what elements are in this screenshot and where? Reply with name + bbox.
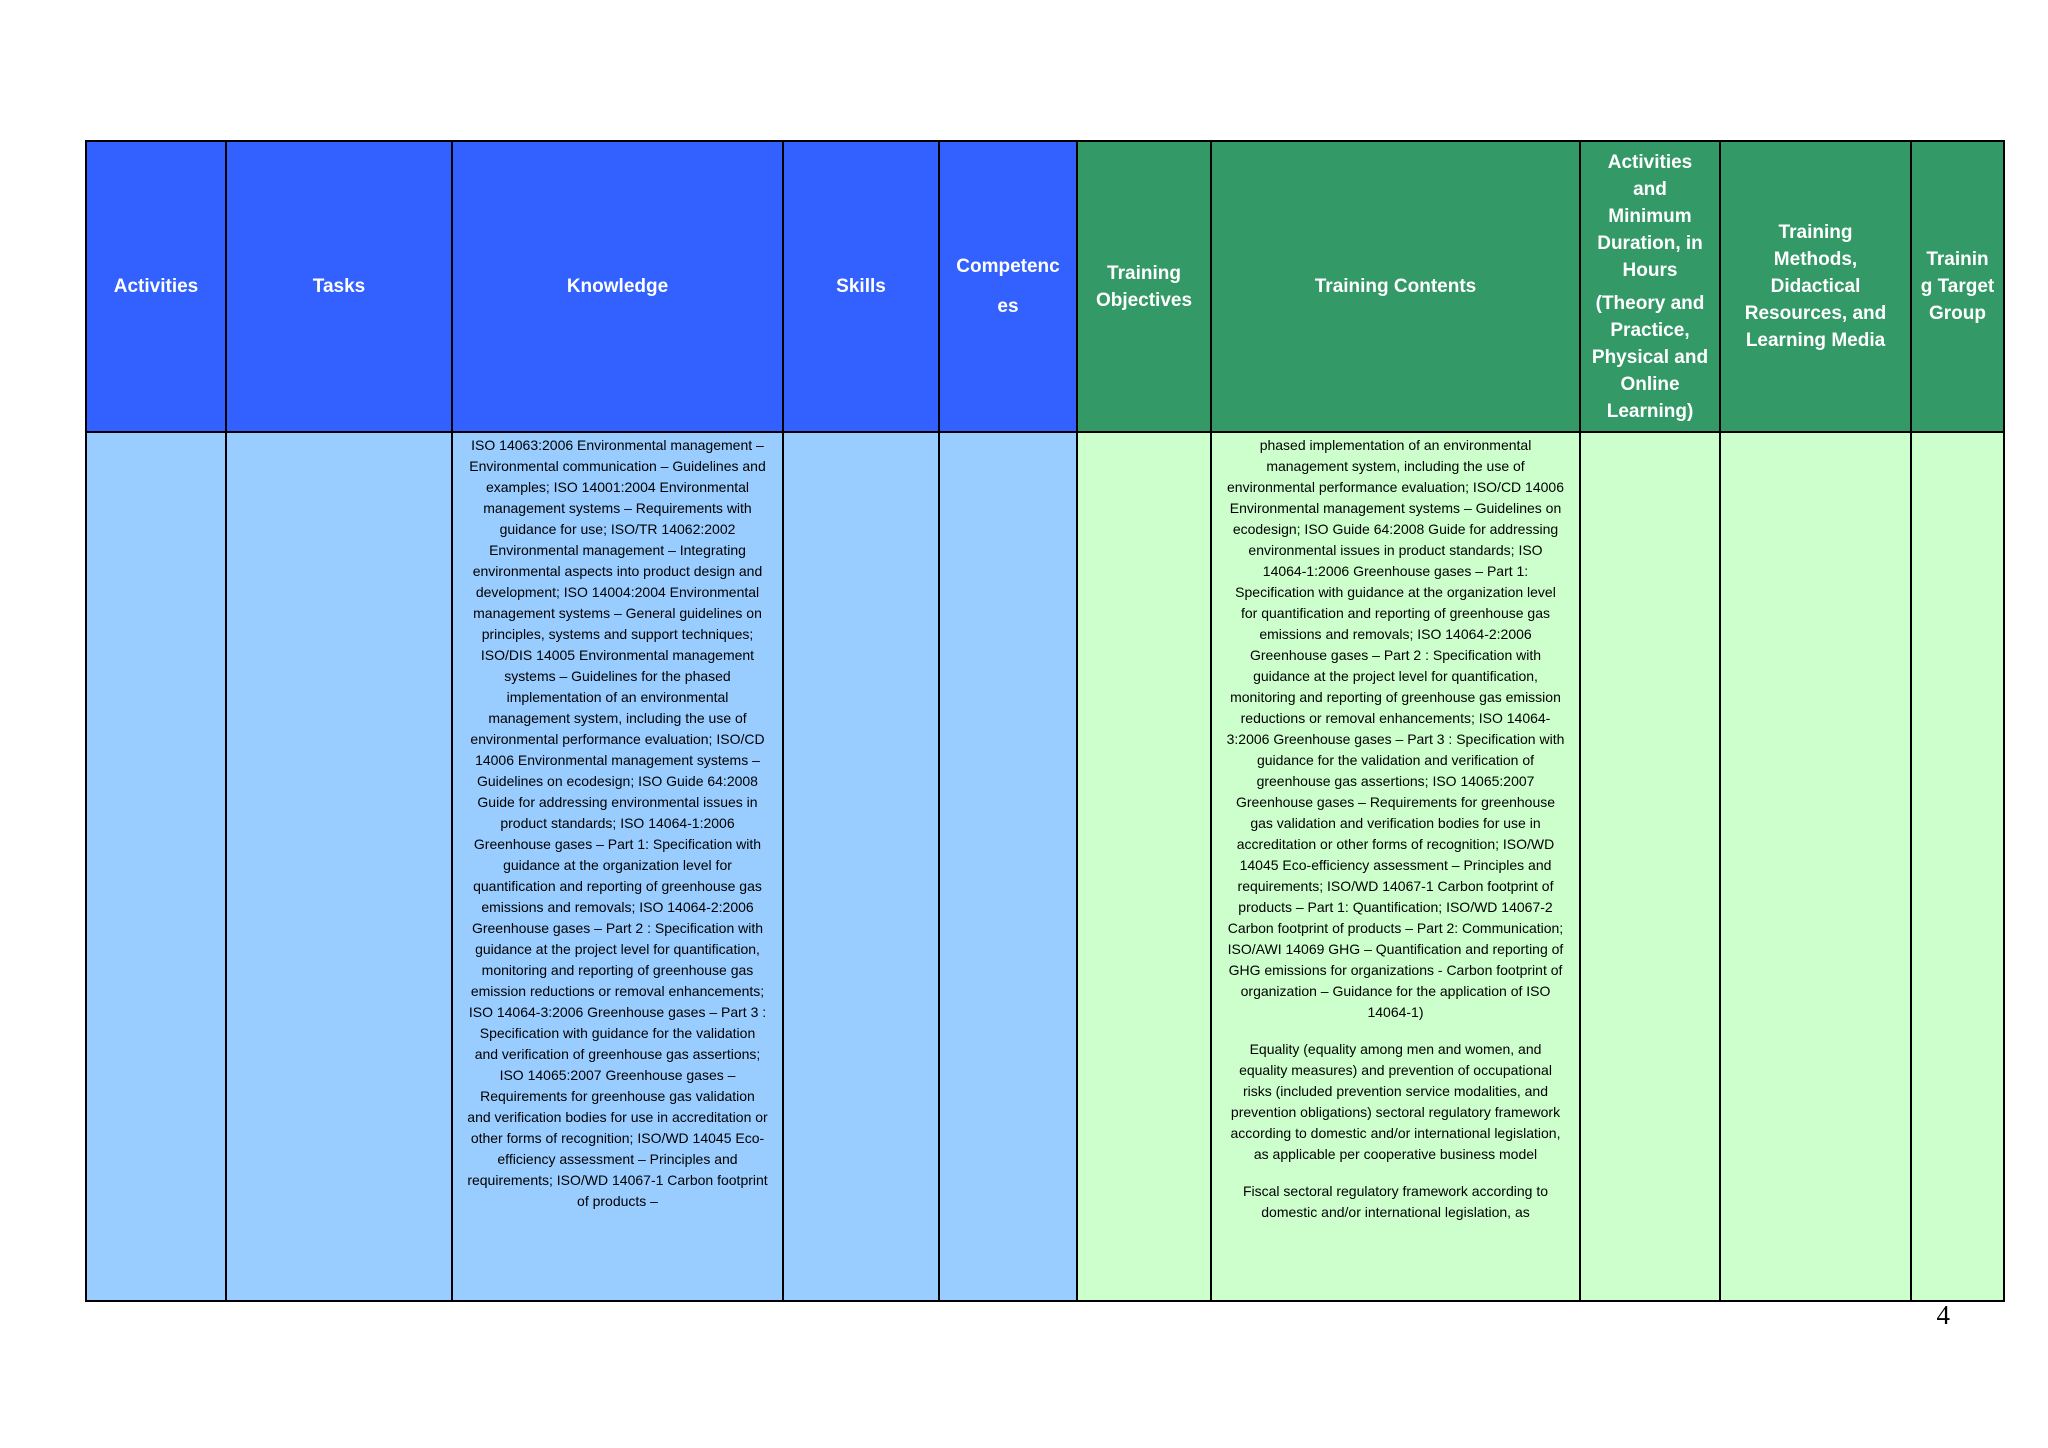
knowledge-text: ISO 14063:2006 Environmental management – Environmental communication – Guidelines and examples; ISO 14001:2004 Environmental management systems – Requirements with guidance for use; ISO/TR 14062:2002 Environmental management – Integrating environmental aspects into product design and development; ISO 14004:2004 Environmental management systems – General guidelines on principles, systems and support techniques; ISO/DIS 14005 Environmental management systems – Guidelines for the phased implementation of an environmental management system, including the use of environmental performance evaluation; ISO/CD 14006 Environmental management systems – Guidelines on ecodesign; ISO Guide 64:2008 Guide for addressing environmental issues in product standards; ISO 14064-1:2006 Greenhouse gases – Part 1: Specification with guidance at the organization level for quantification and reporting of greenhouse gas emissions and removals; ISO 14064-2:2006 Greenhouse gases – Part 2 : Specification with guidance at the project level for quantification, monitoring and reporting of greenhouse gas emission reductions or removal enhancements; ISO 14064-3:2006 Greenhouse gases – Part 3 : Specification with guidance for the validation and verification of greenhouse gas assertions; ISO 14065:2007 Greenhouse gases – Requirements for greenhouse gas validation and verification bodies for use in accreditation or other forms of recognition; ISO/WD 14045 Eco-efficiency assessment – Principles and requirements; ISO/WD 14067-1 Carbon footprint of products – bbox=[467, 437, 768, 1209]
header-activities: Activities bbox=[86, 141, 226, 432]
header-tasks: Tasks bbox=[226, 141, 452, 432]
header-training-methods: Training Methods, Didactical Resources, and Learning Media bbox=[1720, 141, 1911, 432]
header-skills: Skills bbox=[783, 141, 939, 432]
table-row bbox=[86, 432, 2004, 1301]
cell-target-group bbox=[1911, 432, 2004, 1301]
training-contents-paragraph-standards: phased implementation of an environmental management system, including the use of environmental performance evaluation; ISO/CD 14006 Environmental management systems – Guidelines on ecodesign; ISO Guide 64:2008 Guide for addressing environmental issues in product standards; ISO 14064-1:2006 Greenhouse gases – Part 1: Specification with guidance at the organization level for quantification and reporting of greenhouse gas emissions and removals; ISO 14064-2:2006 Greenhouse gases – Part 2 : Specification with guidance at the project level for quantification, monitoring and reporting of greenhouse gas emission reductions or removal enhancements; ISO 14064-3:2006 Greenhouse gases – Part 3 : Specification with guidance for the validation and verification of greenhouse gas assertions; ISO 14065:2007 Greenhouse gases – Requirements for greenhouse gas validation and verification bodies for use in accreditation or other forms of recognition; ISO/WD 14045 Eco-efficiency assessment – Principles and requirements; ISO/WD 14067-1 Carbon footprint of products – Part 1: Quantification; ISO/WD 14067-2 Carbon footprint of products – Part 2: Communication; ISO/AWI 14069 GHG – Quantification and reporting of GHG emissions for organizations - Carbon footprint of organization – Guidance for the application of ISO 14064-1) bbox=[1226, 437, 1565, 1020]
header-activities-duration bbox=[1580, 141, 1720, 432]
cell-competences bbox=[939, 432, 1077, 1301]
page-number: 4 bbox=[1936, 1300, 1950, 1330]
header-activities-duration-subtitle: (Theory and Practice, Physical and Online Learning) bbox=[1591, 292, 1709, 422]
cell-training-contents bbox=[1211, 432, 1580, 1301]
header-target-group: Trainin g Target Group bbox=[1911, 141, 2004, 432]
cell-knowledge bbox=[452, 432, 783, 1301]
cell-training-methods bbox=[1720, 432, 1911, 1301]
header-row bbox=[86, 141, 2004, 432]
header-knowledge: Knowledge bbox=[452, 141, 783, 432]
cell-activities-duration bbox=[1580, 432, 1720, 1301]
cell-skills bbox=[783, 432, 939, 1301]
cell-tasks bbox=[226, 432, 452, 1301]
cell-training-objectives bbox=[1077, 432, 1211, 1301]
training-contents-text bbox=[1212, 433, 1579, 1300]
header-competences: Competenc es bbox=[939, 141, 1077, 432]
header-training-contents: Training Contents bbox=[1211, 141, 1580, 432]
cell-activities bbox=[86, 432, 226, 1301]
header-activities-duration-title: Activities and Minimum Duration, in Hours bbox=[1597, 151, 1703, 281]
training-contents-paragraph-equality: Equality (equality among men and women, and equality measures) and prevention of occupational risks (included prevention service modalities, and prevention obligations) sectoral regulatory framework according to domestic and/or international legislation, as applicable per cooperative business model bbox=[1230, 1041, 1561, 1162]
header-training-objectives: Training Objectives bbox=[1077, 141, 1211, 432]
training-contents-paragraph-fiscal: Fiscal sectoral regulatory framework according to domestic and/or international legislation, as bbox=[1242, 1183, 1548, 1220]
competence-table bbox=[85, 140, 2005, 1302]
